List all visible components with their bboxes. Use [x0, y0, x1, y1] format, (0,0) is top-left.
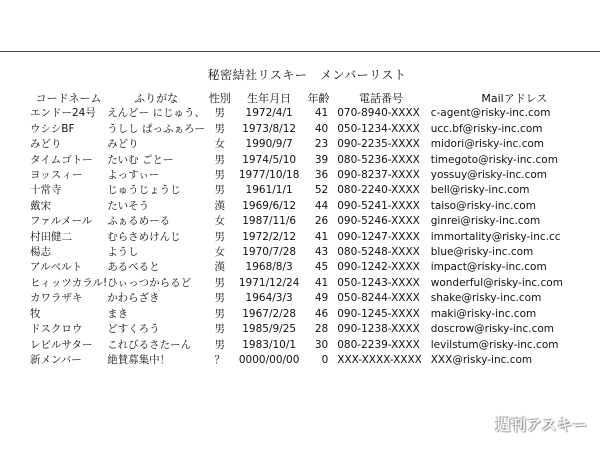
table-row — [30, 230, 600, 245]
cell-birthday: 1968/8/3 — [245, 261, 293, 274]
table-row — [30, 153, 600, 168]
cell-age: 28 — [314, 323, 329, 336]
cell-age: 45 — [314, 261, 329, 274]
cell-code: 楊志 — [30, 246, 51, 259]
cell-sex: 男 — [214, 276, 225, 289]
table-row — [30, 168, 600, 183]
cell-birthday: 1967/2/28 — [242, 307, 297, 320]
cell-sex: 男 — [214, 184, 225, 197]
cell-mail: maki@risky-inc.com — [430, 307, 537, 320]
cell-age: 49 — [314, 292, 329, 305]
cell-code: レビルサター — [30, 338, 93, 351]
cell-code: ファルメール — [30, 215, 93, 228]
cell-mail: wonderful@risky-inc.com — [430, 276, 563, 289]
cell-birthday: 1985/9/25 — [242, 323, 297, 336]
cell-code: アルベルト — [30, 261, 83, 274]
cell-mail: shake@risky-inc.com — [430, 292, 542, 305]
cell-code: 十常寺 — [30, 184, 62, 197]
table-row — [30, 245, 600, 260]
header-mail: Mailアドレス — [481, 92, 548, 105]
cell-tel: 050-8244-XXXX — [337, 292, 420, 305]
cell-furigana: どすくろう — [107, 323, 160, 336]
table-row — [30, 322, 600, 337]
cell-sex: 男 — [214, 169, 225, 182]
cell-tel: 080-5236-XXXX — [337, 153, 420, 166]
cell-mail: yossuy@risky-inc.com — [430, 169, 548, 182]
cell-sex: 女 — [214, 138, 225, 151]
cell-tel: 090-8237-XXXX — [337, 169, 420, 182]
cell-tel: 090-2235-XXXX — [337, 138, 420, 151]
cell-tel: 080-2240-XXXX — [337, 184, 420, 197]
cell-sex: 女 — [214, 215, 225, 228]
cell-sex: 男 — [214, 338, 225, 351]
cell-code: ヨッスィー — [30, 169, 83, 182]
table-row — [30, 276, 600, 291]
cell-birthday: 1969/6/12 — [242, 199, 297, 212]
header-sex: 性別 — [208, 92, 231, 105]
cell-mail: bell@risky-inc.com — [430, 184, 530, 197]
cell-code: カワラザキ — [30, 292, 83, 305]
cell-birthday: 1970/7/28 — [242, 246, 297, 259]
cell-tel: 090-1245-XXXX — [337, 307, 420, 320]
cell-furigana: むらさめけんじ — [107, 230, 181, 243]
cell-mail: ginrei@risky-inc.com — [430, 215, 541, 228]
cell-age: 39 — [314, 153, 329, 166]
top-rule — [0, 51, 600, 52]
cell-birthday: 1973/8/12 — [242, 122, 297, 135]
page-title: 秘密結社リスキー メンバーリスト — [207, 68, 407, 82]
cell-tel: XXX-XXXX-XXXX — [337, 353, 422, 366]
cell-sex: 漢 — [214, 261, 225, 274]
cell-tel: 090-5241-XXXX — [337, 199, 420, 212]
cell-birthday: 1972/4/1 — [245, 107, 293, 120]
cell-furigana: じゅうじょうじ — [107, 184, 181, 197]
cell-sex: 男 — [214, 230, 225, 243]
cell-sex: 男 — [214, 122, 225, 135]
cell-code: エンドー24号 — [30, 107, 96, 120]
table-row — [30, 353, 600, 368]
table-row — [30, 199, 600, 214]
cell-birthday: 1977/10/18 — [238, 169, 300, 182]
cell-birthday: 1974/5/10 — [242, 153, 297, 166]
cell-furigana: うしし ぱっふぁろー — [107, 122, 206, 135]
cell-furigana: これびるさたーん — [107, 338, 192, 351]
cell-tel: 050-1234-XXXX — [337, 122, 420, 135]
cell-mail: midori@risky-inc.com — [430, 138, 545, 151]
watermark-logo: 週刊アスキー — [495, 416, 588, 434]
cell-furigana: ようし — [107, 246, 139, 259]
cell-furigana: たいそう — [107, 199, 150, 212]
cell-furigana: ふぁるめーる — [107, 215, 171, 228]
cell-age: 40 — [314, 122, 329, 135]
table-row — [30, 338, 600, 353]
table-row — [30, 291, 600, 306]
cell-mail: levilstum@risky-inc.com — [430, 338, 559, 351]
cell-sex: ？ — [214, 353, 225, 366]
cell-furigana: みどり — [107, 138, 139, 151]
cell-age: 41 — [314, 230, 329, 243]
cell-tel: 050-1243-XXXX — [337, 276, 420, 289]
cell-age: 44 — [314, 199, 329, 212]
cell-birthday: 1990/9/7 — [245, 138, 293, 151]
cell-tel: 090-5246-XXXX — [337, 215, 420, 228]
cell-tel: 090-1242-XXXX — [337, 261, 420, 274]
cell-code: 村田健二 — [30, 230, 72, 243]
cell-mail: impact@risky-inc.com — [430, 261, 547, 274]
cell-mail: timegoto@risky-inc.com — [430, 153, 558, 166]
cell-furigana: えんどー にじゅう、 — [107, 107, 206, 120]
cell-code: 新メンバー — [30, 353, 82, 366]
cell-sex: 漢 — [214, 199, 225, 212]
cell-birthday: 1964/3/3 — [245, 292, 293, 305]
cell-age: 23 — [314, 138, 329, 151]
table-row — [30, 122, 600, 137]
cell-birthday: 1983/10/1 — [242, 338, 297, 351]
header-row — [30, 91, 600, 106]
cell-birthday: 1987/11/6 — [242, 215, 297, 228]
cell-sex: 男 — [214, 107, 225, 120]
cell-mail: blue@risky-inc.com — [430, 246, 534, 259]
cell-tel: 090-1247-XXXX — [337, 230, 420, 243]
member-table — [30, 91, 600, 368]
cell-sex: 男 — [214, 153, 225, 166]
cell-age: 43 — [314, 246, 329, 259]
cell-code: 戴宋 — [30, 199, 51, 212]
cell-mail: c-agent@risky-inc.com — [430, 107, 551, 120]
cell-furigana: たいむ ごとー — [107, 153, 174, 166]
cell-age: 46 — [314, 307, 329, 320]
cell-mail: immortality@risky-inc.cc — [430, 230, 561, 243]
cell-furigana: 絶賛募集中！ — [107, 353, 171, 366]
cell-furigana: よっすぃー — [107, 169, 160, 182]
cell-furigana: ひぃっつからるど — [107, 276, 192, 289]
cell-code: ウシシBF — [30, 122, 75, 135]
header-age: 年齢 — [307, 92, 330, 105]
cell-tel: 080-2239-XXXX — [337, 338, 420, 351]
cell-birthday: 0000/00/00 — [238, 353, 300, 366]
header-birthday: 生年月日 — [247, 92, 292, 105]
cell-birthday: 1971/12/24 — [238, 276, 300, 289]
table-row — [30, 106, 600, 121]
header-tel: 電話番号 — [358, 92, 403, 105]
cell-mail: taiso@risky-inc.com — [430, 199, 536, 212]
cell-tel: 080-5248-XXXX — [337, 246, 420, 259]
header-code: コードネーム — [35, 92, 102, 105]
table-row — [30, 137, 600, 152]
cell-age: 36 — [314, 169, 329, 182]
cell-code: ヒィッツカラル! — [30, 276, 108, 289]
cell-furigana: かわらざき — [107, 292, 160, 305]
cell-furigana: あるべると — [107, 261, 160, 274]
cell-code: みどり — [30, 138, 62, 151]
cell-sex: 男 — [214, 292, 225, 305]
table-row — [30, 183, 600, 198]
cell-age: 41 — [314, 107, 329, 120]
cell-code: 牧 — [30, 307, 41, 320]
cell-age: 41 — [314, 276, 329, 289]
cell-sex: 男 — [214, 323, 225, 336]
table-row — [30, 307, 600, 322]
table-row — [30, 260, 600, 275]
cell-age: 0 — [321, 353, 329, 366]
cell-mail: ucc.bf@risky-inc.com — [430, 122, 543, 135]
cell-code: ドスクロウ — [30, 323, 83, 336]
cell-sex: 女 — [214, 246, 225, 259]
cell-furigana: まき — [107, 307, 129, 320]
cell-tel: 070-8940-XXXX — [337, 107, 420, 120]
cell-mail: doscrow@risky-inc.com — [430, 323, 555, 336]
cell-sex: 男 — [214, 307, 225, 320]
cell-birthday: 1972/2/12 — [242, 230, 297, 243]
cell-tel: 090-1238-XXXX — [337, 323, 420, 336]
cell-age: 30 — [314, 338, 329, 351]
cell-birthday: 1961/1/1 — [245, 184, 293, 197]
header-furigana: ふりがな — [134, 92, 179, 105]
cell-code: タイムゴトー — [30, 153, 93, 166]
table-row — [30, 214, 600, 229]
cell-mail: XXX@risky-inc.com — [430, 353, 533, 366]
cell-age: 52 — [314, 184, 329, 197]
cell-age: 26 — [314, 215, 329, 228]
